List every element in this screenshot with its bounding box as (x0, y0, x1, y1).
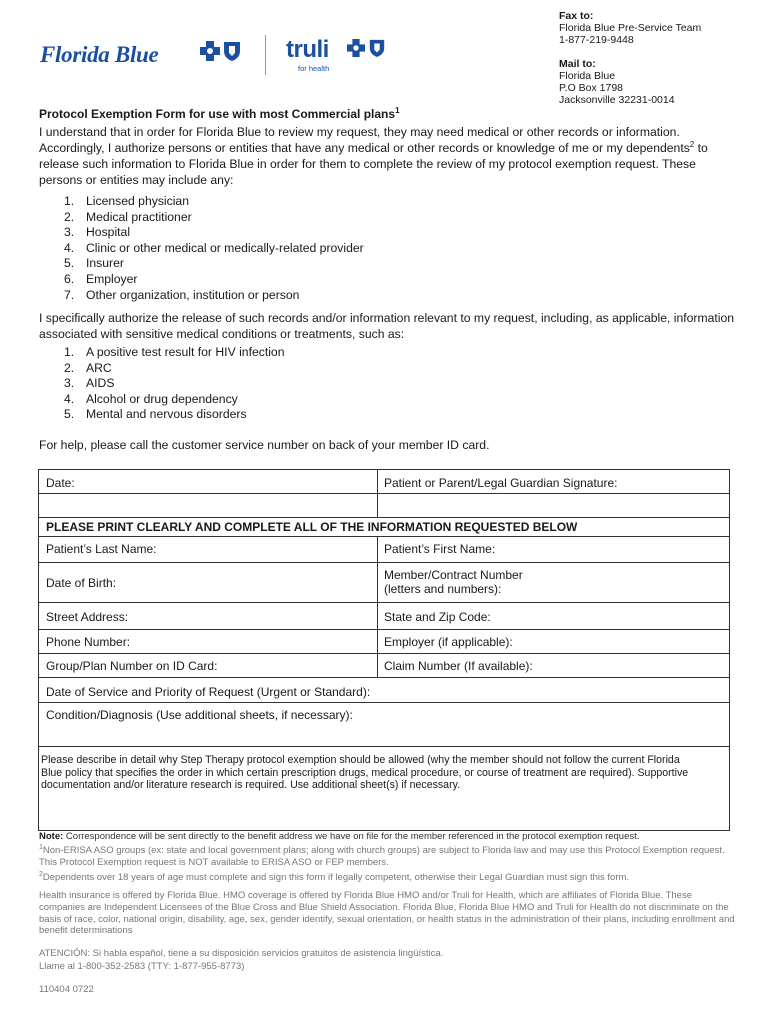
condition-list-item (64, 376, 284, 392)
logo-divider (265, 35, 266, 75)
dob-member-row[interactable] (39, 563, 729, 603)
mail-city: Jacksonville 32231-0014 (559, 94, 675, 106)
date-of-service-label: Date of Service and Priority of Request (Urgent or Standard): (46, 685, 371, 699)
blue-cross-icon (200, 40, 220, 62)
provider-list-item (64, 241, 364, 257)
phone-label: Phone Number: (46, 635, 131, 649)
blue-cross-icon (347, 38, 365, 58)
provider-list-item (64, 194, 364, 210)
member-number-label: Member/Contract Number (letters and numbers): (384, 568, 523, 596)
date-signature-input-row (39, 494, 729, 518)
last-name-label: Patient’s Last Name: (46, 542, 157, 556)
exemption-description-row[interactable] (39, 747, 729, 831)
provider-list-item (64, 225, 364, 241)
form-code: 110404 0722 (39, 984, 94, 995)
blue-shield-icon (222, 40, 242, 62)
provider-list-item-text: Employer (86, 271, 138, 286)
nondiscrimination-disclaimer: Health insurance is offered by Florida Blue. HMO coverage is offered by Florida Blue HMO and/or Truli for Health, which are affiliates of Florida Blue. These companies are Independent Licensees of the Blue Cross and Blue Shield Association. Florida Blue, Florida Blue HMO and Truli for Health do not discriminate on the basis of race, color, national origin, disability, age, sex, gender identify, sexual orientation, or health status in the administration of their plans, including enrollment and benefit determinations (39, 890, 735, 937)
condition-list-item (64, 345, 284, 361)
provider-list-item-number: 6. (64, 271, 75, 286)
fax-number: 1-877-219-9448 (559, 34, 634, 46)
provider-list-item (64, 288, 364, 304)
signature-label: Patient or Parent/Legal Guardian Signature: (384, 476, 618, 490)
condition-list-item-text: Mental and nervous disorders (86, 407, 247, 422)
provider-list-item (64, 272, 364, 288)
state-zip-label: State and Zip Code: (384, 610, 491, 624)
first-name-label: Patient’s First Name: (384, 542, 496, 556)
correspondence-note: Note: Correspondence will be sent directly to the benefit address we have on file for the member referenced in the protocol exemption request. (39, 831, 640, 842)
contact-block (559, 10, 701, 106)
condition-list-item-number: 4. (64, 391, 75, 406)
condition-list-item-text: ARC (86, 360, 112, 375)
form-title: Protocol Exemption Form for use with most Commercial plans$^1$ (39, 106, 400, 121)
date-signature-row (39, 470, 729, 494)
provider-list-item-number: 2. (64, 209, 75, 224)
spanish-assistance-line2: Llame al 1-800-352-2583 (TTY: 1-877-955-8773) (39, 961, 245, 972)
date-of-service-row[interactable] (39, 678, 729, 703)
provider-list-item-text: Medical practitioner (86, 209, 192, 224)
provider-list-item-number: 5. (64, 256, 75, 271)
group-claim-row[interactable] (39, 654, 729, 678)
authorization-paragraph: I understand that in order for Florida Blue to review my request, they may need medical or other records or information. Accordingly, I authorize persons or entities that have any medical or other records or knowledge of me or my dependents$^2$ to release such information to Florida Blue in order for them to complete the review of my protocol exemption request. These persons or entities may include any: (39, 125, 708, 187)
phone-employer-row[interactable] (39, 630, 729, 654)
condition-list-item (64, 392, 284, 408)
employer-label: Employer (if applicable): (384, 635, 513, 649)
condition-list-item-number: 2. (64, 360, 75, 375)
provider-list-item-text: Hospital (86, 225, 131, 240)
condition-list-item-number: 3. (64, 376, 75, 391)
provider-list-item-number: 1. (64, 194, 75, 208)
help-text: For help, please call the customer service number on back of your member ID card. (39, 438, 490, 452)
truli-tagline: for health (298, 64, 330, 73)
condition-list-item-text: A positive test result for HIV infection (86, 345, 285, 359)
provider-list-item-number: 4. (64, 240, 75, 255)
mail-name: Florida Blue (559, 70, 616, 82)
street-address-label: Street Address: (46, 610, 129, 624)
sensitive-info-paragraph: I specifically authorize the release of such records and/or information relevant to my request, including, as applicable, information associated with sensitive medical conditions or treatments, such as: (39, 311, 735, 341)
exemption-description-prompt: Please describe in detail why Step Therapy protocol exemption should be allowed (why the member should not follow the current Florida Blue policy that specifies the order in which certain prescription drugs, medical procedure, or course of treatment are required). Supportive documentation and/or literature research is required. Use additional sheet(s) if necessary. (41, 754, 689, 791)
mail-heading: Mail to: (559, 58, 596, 70)
spanish-assistance-line1: ATENCIÓN: Si habla español, tiene a su disposición servicios gratuitos de asistencia lingüística. (39, 948, 444, 959)
provider-list (64, 194, 364, 303)
address-row[interactable] (39, 603, 729, 630)
blue-shield-icon (368, 38, 386, 58)
provider-list-item (64, 256, 364, 272)
truli-logo: truli (286, 36, 329, 63)
condition-list-item-text: AIDS (86, 376, 115, 391)
provider-list-item (64, 210, 364, 226)
print-heading-row (39, 518, 729, 537)
condition-list-item-number: 5. (64, 407, 75, 422)
provider-list-item-text: Insurer (86, 256, 124, 271)
fax-team: Florida Blue Pre-Service Team (559, 22, 702, 34)
date-field[interactable] (46, 494, 376, 517)
provider-list-item-text: Licensed physician (86, 194, 189, 208)
footnote-2: $^2$Dependents over 18 years of age must complete and sign this form if legally competent, otherwise their Legal Guardian must sign this form. (39, 870, 630, 883)
provider-list-item-number: 7. (64, 287, 75, 302)
condition-list (64, 345, 284, 423)
condition-row[interactable] (39, 703, 729, 747)
condition-list-item-number: 1. (64, 345, 75, 359)
provider-list-item-text: Other organization, institution or person (86, 287, 300, 302)
dob-label: Date of Birth: (46, 576, 117, 590)
mail-pobox: P.O Box 1798 (559, 82, 624, 94)
request-form-table (38, 469, 730, 831)
name-row[interactable] (39, 537, 729, 563)
date-label: Date: (46, 476, 75, 490)
florida-blue-logo: Florida Blue (40, 42, 159, 67)
provider-list-item-number: 3. (64, 225, 75, 240)
condition-label: Condition/Diagnosis (Use additional sheets, if necessary): (46, 708, 353, 722)
fax-heading: Fax to: (559, 10, 594, 22)
condition-list-item (64, 407, 284, 423)
signature-field[interactable] (379, 494, 719, 517)
condition-list-item-text: Alcohol or drug dependency (86, 391, 238, 406)
group-plan-label: Group/Plan Number on ID Card: (46, 659, 218, 673)
print-heading: PLEASE PRINT CLEARLY AND COMPLETE ALL OF THE INFORMATION REQUESTED BELOW (46, 520, 578, 534)
footnote-1: $^1$Non-ERISA ASO groups (ex: state and local government plans; along with church groups) are subject to Florida law and may use this Protocol Exemption request. This Protocol Exemption request is NOT available to ERISA ASO or FEP members. (39, 843, 725, 868)
provider-list-item-text: Clinic or other medical or medically-related provider (86, 240, 364, 255)
condition-list-item (64, 361, 284, 377)
claim-number-label: Claim Number (If available): (384, 659, 533, 673)
